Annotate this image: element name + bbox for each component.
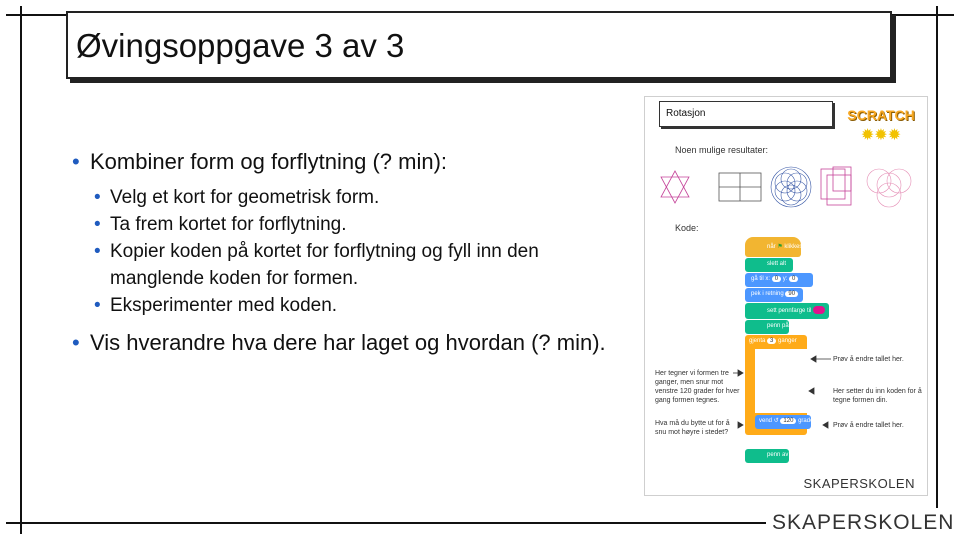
repeat-value: 3 (767, 338, 776, 344)
bullet-sub-4: • Eksperimenter med koden. (72, 292, 632, 319)
results-heading: Noen mulige resultater: (675, 145, 769, 155)
card-title: Rotasjon (666, 108, 706, 119)
bullet-main-1: • Kombiner form og forflytning (? min): (72, 148, 632, 176)
title-box (66, 11, 892, 79)
frame-right-line (936, 6, 938, 534)
clicked-label: klikkes (784, 244, 803, 250)
note-left-1: Her tegner vi formen tre ganger, men snur mot venstre 120 grader for hver gang formen tegnes. (655, 370, 740, 404)
annotation-arrows (645, 97, 929, 497)
turn-suffix: grader (798, 418, 816, 424)
bullet-sub-1: • Velg et kort for geometrisk form. (72, 184, 632, 211)
set-color-label: sett pennfarge til (767, 308, 812, 314)
skaperskolen-logo (766, 508, 960, 538)
slide-title: Øvingsoppgave 3 av 3 (76, 27, 405, 64)
card-footer-logo (804, 476, 916, 491)
goto-y-value: 0 (789, 276, 798, 282)
task-card-image (644, 96, 928, 496)
repeat-suffix: ganger (778, 338, 797, 344)
pen-up-label: penn av (767, 452, 789, 458)
rotate-left-icon: ↺ (773, 418, 779, 424)
pen-down-label: penn på (767, 323, 789, 329)
bullet-main-2: • Vis hverandre hva dere har laget og hvordan (? min). (72, 329, 630, 357)
note-right-1: Prøv å endre tallet her. (833, 356, 904, 363)
turn-label: vend (759, 418, 773, 424)
goto-label: gå til x: (751, 276, 771, 282)
note-right-2: Her setter du inn koden for å tegne formen din. (833, 388, 922, 404)
frame-left-line (20, 6, 22, 534)
when-flag-label: når (767, 244, 776, 250)
note-right-3: Prøv å endre tallet her. (833, 422, 904, 429)
card-footer-logo-text: SKAPERSKOLEN (803, 476, 915, 491)
point-label: pek i retning (751, 291, 784, 297)
goto-y-label: y: (782, 276, 788, 282)
green-flag-icon: ⚑ (777, 244, 783, 250)
erase-label: slett alt (767, 261, 787, 267)
turn-value: 120 (780, 418, 796, 424)
scratch-logo-text: SCRATCH (847, 107, 915, 123)
bullet-sub-3: • Kopier koden på kortet for forflytning og fyll inn den manglende koden for formen. (72, 238, 630, 292)
code-heading: Kode: (675, 223, 699, 233)
bullet-list (72, 148, 632, 357)
point-value: 90 (785, 291, 798, 297)
level-stars: ✹✹✹ (860, 127, 902, 144)
note-left-2: Hva må du bytte ut for å snu mot høyre i stedet? (655, 420, 730, 436)
bullet-sub-2: • Ta frem kortet for forflytning. (72, 211, 632, 238)
goto-x-value: 0 (772, 276, 781, 282)
repeat-label: gjenta (749, 338, 766, 344)
skaperskolen-logo-text: SKAPERSKOLEN (772, 511, 955, 534)
